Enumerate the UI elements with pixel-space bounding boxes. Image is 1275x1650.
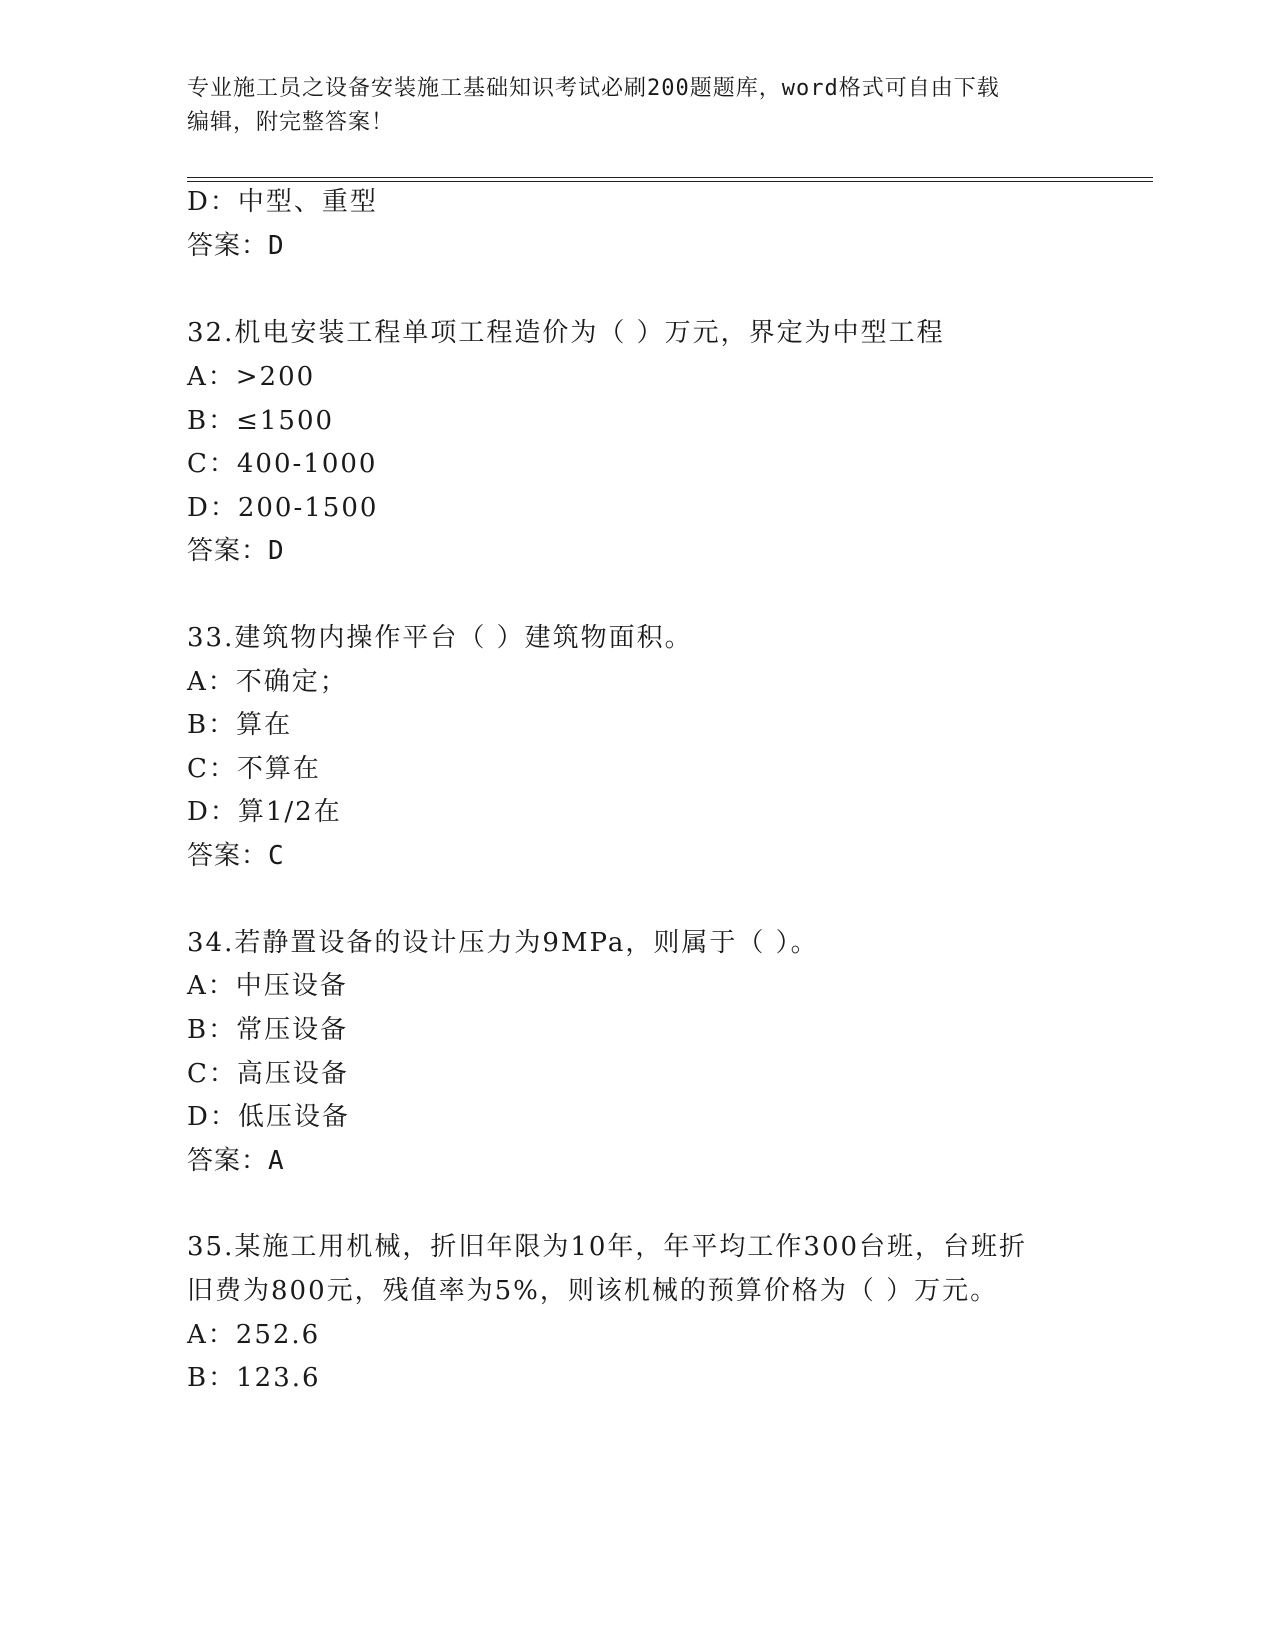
question-34-stem: 34.若静置设备的设计压力为9MPa，则属于（ ）。	[187, 928, 819, 958]
answer-value: A	[268, 1146, 285, 1176]
question-33-option-c: C：不算在	[187, 754, 321, 784]
prev-answer	[187, 230, 285, 262]
question-34-answer	[187, 1145, 285, 1177]
header-divider-bottom	[187, 181, 1153, 182]
question-32-option-a: A：>200	[187, 362, 316, 392]
question-32-option-c: C：400-1000	[187, 449, 378, 479]
answer-value: D	[268, 231, 285, 261]
question-35-option-b: B：123.6	[187, 1363, 321, 1393]
question-32-option-b: B：≤1500	[187, 406, 335, 436]
question-32-answer	[187, 535, 285, 567]
document-header	[187, 72, 1087, 140]
answer-label: 答案：	[187, 1146, 269, 1176]
header-line-1: 专业施工员之设备安装施工基础知识考试必刷200题题库，word格式可自由下载	[187, 76, 1000, 101]
question-35-stem-line-2: 旧费为800元，残值率为5%，则该机械的预算价格为（ ）万元。	[187, 1276, 999, 1306]
answer-label: 答案：	[187, 231, 269, 261]
answer-label: 答案：	[187, 536, 269, 566]
question-34-option-d: D：低压设备	[187, 1102, 350, 1132]
question-34-option-a: A：中压设备	[187, 971, 348, 1001]
question-32-option-d: D：200-1500	[187, 493, 379, 523]
question-34-option-b: B：常压设备	[187, 1015, 349, 1045]
question-33-stem: 33.建筑物内操作平台（ ）建筑物面积。	[187, 623, 693, 653]
answer-value: D	[268, 536, 285, 566]
question-33-option-b: B：算在	[187, 710, 293, 740]
header-divider-top	[187, 177, 1153, 178]
prev-option-d: D：中型、重型	[187, 187, 378, 217]
question-35-stem-line-1: 35.某施工用机械，折旧年限为10年，年平均工作300台班，台班折	[187, 1232, 1028, 1262]
question-35-option-a: A：252.6	[187, 1320, 321, 1350]
answer-value: C	[268, 841, 285, 871]
question-33-option-d: D：算1/2在	[187, 797, 342, 827]
question-33-answer	[187, 840, 285, 872]
question-32-stem: 32.机电安装工程单项工程造价为（ ）万元，界定为中型工程	[187, 318, 945, 348]
question-33-option-a: A：不确定；	[187, 667, 348, 697]
header-line-2: 编辑，附完整答案！	[187, 110, 395, 135]
answer-label: 答案：	[187, 841, 269, 871]
question-34-option-c: C：高压设备	[187, 1059, 349, 1089]
